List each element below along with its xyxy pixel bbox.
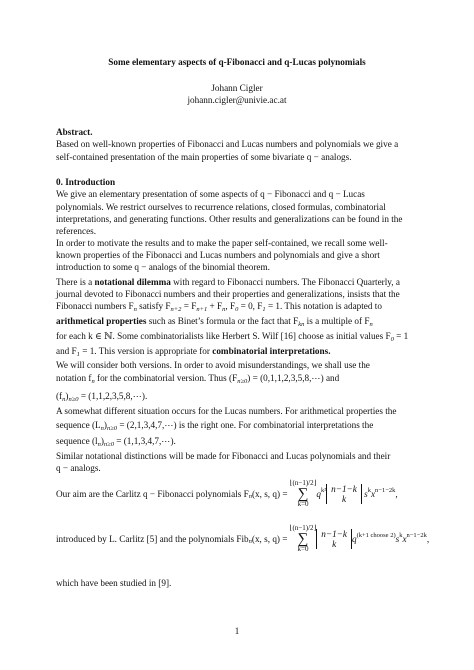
abstract-line: self-contained presentation of the main properties of some bivariate q − analogs.	[56, 152, 352, 162]
text-line: known properties of the Fibonacci and Lucas numbers and polynomials and give a short	[56, 250, 380, 260]
page-number: 1	[234, 626, 240, 636]
text-line: for each k ∈ ℕ. Some combinatorialists like Herbert S. Wilf [16] choose as initial values $F_0 = 1$	[56, 331, 409, 343]
text-line: sequence $(L_n)_{n\ge 0}$ = (2,1,3,4,7,⋯) is the right one. For combinatorial interpretations the	[56, 420, 374, 432]
text-line: notation $f_n$ for the combinatorial version. Thus $(F_{n\ge 0})$ = (0,1,1,2,3,5,8,⋯) and	[56, 373, 340, 385]
text-line: arithmetical properties such as Binet’s formula or the fact that $F_{kn}$ is a multiple of $F_n$	[56, 316, 373, 328]
text-line: We will consider both versions. In order to avoid misunderstandings, we shall use the	[56, 360, 370, 370]
abstract-line: Based on well-known properties of Fibonacci and Lucas numbers and polynomials we give a	[56, 139, 399, 149]
text-line: A somewhat different situation occurs for the Lucas numbers. For arithmetical properties the	[56, 406, 397, 416]
paper-title: Some elementary aspects of q-Fibonacci and q-Lucas polynomials	[108, 57, 366, 67]
text-line: Similar notational distinctions will be made for Fibonacci and Lucas polynomials and their	[56, 451, 391, 461]
text-line: There is a notational dilemma with regard to Fibonacci numbers. The Fibonacci Quarterly, a	[56, 277, 400, 287]
text-line: Fibonacci numbers $F_n$ satisfy $F_{n+2} = F_{n+1} + F_n$, $F_0 = 0$, $F_1 = 1$. This notation is adapted to	[56, 301, 382, 313]
section-heading: 0. Introduction	[56, 177, 116, 187]
text-line: journal devoted to Fibonacci numbers and their properties and generalizations, insists that the	[56, 289, 400, 299]
author-email: johann.cigler@univie.ac.at	[187, 95, 287, 105]
text-line: references.	[56, 226, 97, 236]
text-line: sequence $(l_n)_{n\ge 0}$ = (1,1,3,4,7,⋯).	[56, 436, 176, 448]
abstract-heading: Abstract.	[56, 127, 93, 137]
author-name: Johann Cigler	[211, 83, 263, 93]
text-line: which have been studied in [9].	[56, 578, 172, 588]
text-line: polynomials. We restrict ourselves to recurrence relations, closed formulas, combinatorial	[56, 202, 386, 212]
formula-carlitz: Our aim are the Carlitz q − Fibonacci polynomials $F_n(x$, s, q) = ⌊(n−1)/2⌋ ∑ $k=0q^{k^2}$ n−1−k k $s^kx^{n-1-2k}$,	[56, 479, 398, 508]
text-line: interpretations, and generating functions. Other results and generalizations can be found in the	[56, 214, 403, 224]
text-line: We give an elementary presentation of some aspects of q − Fibonacci and q − Lucas	[56, 189, 365, 199]
text-line: q − analogs.	[56, 463, 101, 473]
formula-fib: introduced by L. Carlitz [5] and the polynomials Fib$_n$(x, s, q) = ⌊(n−1)/2⌋ ∑ k=0n−1−k k $q^{(k+1 choose 2)}s^kx^{n-1-2k}$,	[56, 524, 430, 553]
text-line: introduction to some q − analogs of the binomial theorem.	[56, 262, 270, 272]
text-line: $(f_n)_{n\ge 0}$ = (1,1,2,3,5,8,⋯).	[56, 391, 148, 403]
text-line: and $F_1 = 1$. This version is appropriate for combinatorial interpretations.	[56, 346, 331, 358]
text-line: In order to motivate the results and to make the paper self-contained, we recall some well-	[56, 238, 388, 248]
